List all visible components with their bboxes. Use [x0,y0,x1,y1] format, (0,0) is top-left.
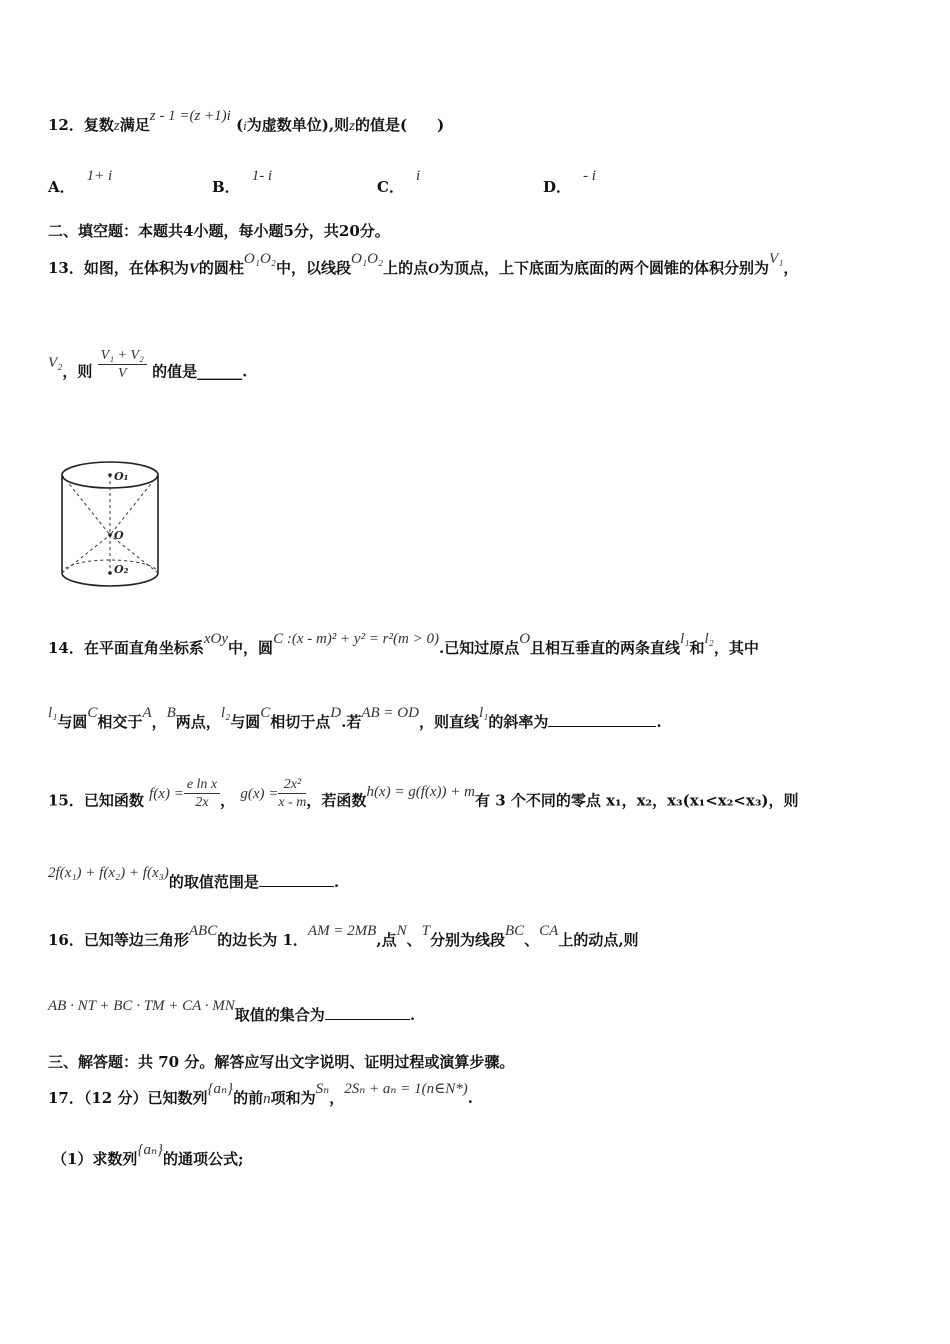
q14-stem: 14．在平面直角坐标系xOy中，圆C :(x - m)² + y² = r²(m > 0).已知过原点O且相互垂直的两条直线l₁和l₂，其中 [48,631,759,657]
q16-stem: 16．已知等边三角形ABC的边长为 1．AM = 2MB,点N、T分别为线段BC、CA上的动点,则 [48,923,639,949]
label-o: O [114,529,124,542]
q14-circle-eq: C :(x - m)² + y² = r²(m > 0) [273,631,439,647]
q15-stem-cont: 2f(x₁) + f(x₂) + f(x₃)的取值范围是 . [48,865,340,891]
label-o2: O₂ [114,563,129,576]
q12-stem: 12．复数z满足z - 1 =(z +1)i (i为虚数单位),则z的值是( ) [48,108,445,134]
section-heading-fill-in: 二、填空题：本题共4小题，每小题5分，共20分。 [48,222,390,240]
q14-answer-blank[interactable] [548,712,656,727]
q12-option-b[interactable]: B．1- i [212,168,273,196]
q16-answer-blank[interactable] [325,1005,410,1020]
q15-answer-blank[interactable] [259,872,334,887]
q15-f-fraction: $\frac{\text{e ln x}}{2x}$ [184,776,220,811]
q13-fraction: $\frac{\text{V₁ + V₂}}{V}$ [98,347,147,382]
q14-number: 14． [48,639,84,657]
q12-option-d[interactable]: D．- i [543,168,596,196]
q15-expression: 2f(x₁) + f(x₂) + f(x₃) [48,865,169,881]
label-o1: O₁ [114,470,129,483]
q16-number: 16． [48,931,84,949]
q17-stem: 17．（12 分）已知数列{aₙ}的前n项和为Sₙ，2Sₙ + aₙ = 1(n∈N*). [48,1081,473,1107]
q16-expression: AB · NT + BC · TM + CA · MN [48,998,235,1014]
q12-option-a[interactable]: A．1+ i [48,168,113,196]
q17-number: 17． [48,1089,84,1107]
section-heading-answer: 三、解答题：共 70 分。解答应写出文字说明、证明过程或演算步骤。 [48,1053,515,1071]
q14-stem-cont: l₁与圆C相交于A，B两点，l₂与圆C相切于点D.若AB = OD，则直线l₁的斜率为 . [48,705,662,731]
q17-equation: 2Sₙ + aₙ = 1(n∈N*) [344,1081,468,1097]
q15-h-function: h(x) = g(f(x)) + m [366,783,475,800]
cylinder-figure [55,455,170,600]
q17-part1: （1）求数列{aₙ}的通项公式; [52,1142,244,1168]
q12-option-c[interactable]: C．i [377,168,421,196]
q15-stem: 15．已知函数 f(x) = $\frac{\text{e ln x}}{2x}$ ， g(x) = $\frac{\text{2x²}}{x - m}$ ，若函数h(x) = g(f(x)) + m有 3 个不同的零点 x₁，x₂，x₃(x₁<x₂<x₃)，则 [48,777,799,810]
q16-stem-cont: AB · NT + BC · TM + CA · MN取值的集合为 . [48,998,416,1024]
q13-number: 13． [48,259,84,277]
q13-stem-cont: V₂，则 $\frac{\text{V₁ + V₂}}{V}$ 的值是______. [48,348,248,381]
q12-equation: z - 1 =(z +1)i [149,108,231,124]
q12-number: 12． [48,116,84,134]
q15-g-fraction: $\frac{\text{2x²}}{x - m}$ [278,777,307,810]
q13-stem: 13．如图，在体积为V的圆柱O₁O₂中，以线段O₁O₂上的点O为顶点，上下底面为底面的两个圆锥的体积分别为V₁， [48,251,799,277]
q15-number: 15． [48,791,84,810]
